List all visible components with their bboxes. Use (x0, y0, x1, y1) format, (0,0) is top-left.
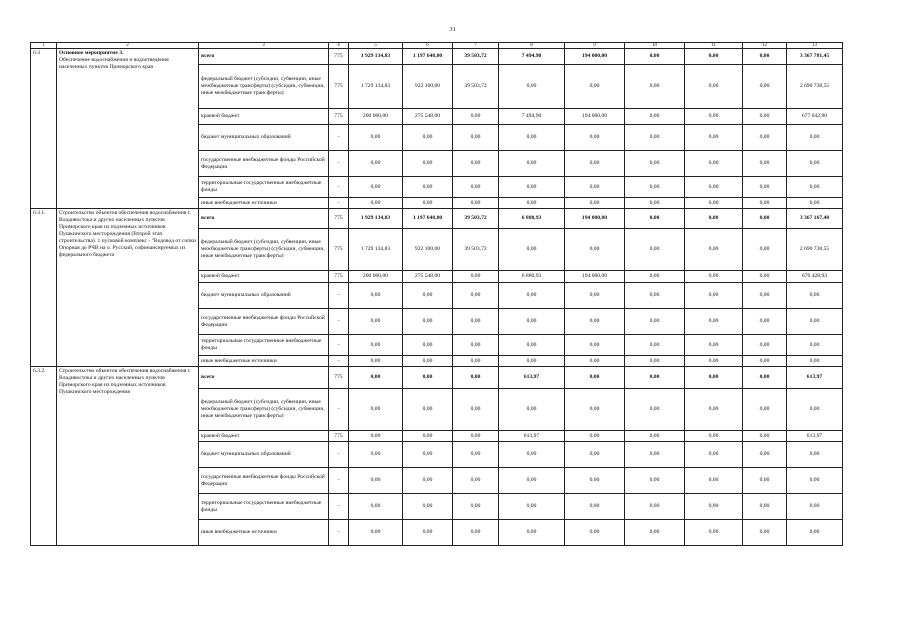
amount-cell: 39 503,72 (453, 229, 499, 271)
amount-cell: 0,00 (685, 229, 743, 271)
amount-cell: 0,00 (743, 177, 787, 198)
amount-cell: 0,00 (743, 125, 787, 151)
amount-cell: 0,00 (743, 356, 787, 367)
amount-cell: 0,00 (453, 151, 499, 177)
amount-cell: 0,00 (453, 335, 499, 356)
amount-cell: 0,00 (625, 125, 685, 151)
row-index: 6.3.1. (31, 209, 57, 367)
funding-source: всего (199, 367, 329, 389)
amount-cell: 0,00 (349, 431, 403, 442)
amount-cell: 0,00 (499, 198, 565, 209)
amount-cell: 0,00 (499, 125, 565, 151)
funding-source: иные внебюджетные источники (199, 198, 329, 209)
amount-cell: 194 000,00 (565, 49, 625, 65)
activity-description: Строительство объектов обеспечения водоснабжения г. Владивостока и других населенных пунктов Приморского края из подземных источников Пушкинского месторождения (Второй этап строительства). 1 пусковой комплекс - "Водовод от сопки Опорная до РЧВ на о. Русский, софинансируемых из федерального бюджета (59, 210, 196, 258)
funding-source: краевой бюджет (199, 109, 329, 125)
amount-cell: 0,00 (453, 520, 499, 546)
budget-table (30, 42, 843, 546)
funding-source: бюджет муниципальных образований (199, 442, 329, 468)
amount-cell: 194 000,00 (565, 271, 625, 283)
amount-cell: 0,00 (565, 468, 625, 494)
budget-code: 775 (329, 229, 349, 271)
amount-cell: 0,00 (625, 271, 685, 283)
amount-cell: 0,00 (565, 283, 625, 309)
amount-cell: 200 000,00 (349, 109, 403, 125)
table-row (31, 49, 843, 65)
column-number: 11 (685, 43, 743, 49)
amount-cell: 2 690 738,55 (787, 229, 843, 271)
activity-name (57, 49, 199, 209)
amount-cell: 0,00 (349, 389, 403, 431)
amount-cell: 0,00 (453, 109, 499, 125)
amount-cell: 922 100,00 (403, 65, 453, 109)
amount-cell: 0,00 (743, 209, 787, 229)
amount-cell: 0,00 (499, 229, 565, 271)
amount-cell: 0,00 (743, 494, 787, 520)
amount-cell: 0,00 (685, 283, 743, 309)
amount-cell: 0,00 (453, 367, 499, 389)
amount-cell: 0,00 (453, 125, 499, 151)
amount-cell: 0,00 (685, 494, 743, 520)
amount-cell: 0,00 (499, 65, 565, 109)
amount-cell: 677 042,90 (787, 109, 843, 125)
column-number: 6 (403, 43, 453, 49)
budget-code: - (329, 356, 349, 367)
budget-code: 775 (329, 271, 349, 283)
column-number: 3 (199, 43, 329, 49)
budget-code: - (329, 151, 349, 177)
amount-cell: 194 000,00 (565, 109, 625, 125)
amount-cell: 0,00 (685, 65, 743, 109)
amount-cell: 0,00 (453, 356, 499, 367)
amount-cell: 0,00 (743, 335, 787, 356)
amount-cell: 0,00 (565, 494, 625, 520)
funding-source: государственные внебюджетные фонды Российской Федерации (199, 309, 329, 335)
amount-cell: 0,00 (565, 442, 625, 468)
amount-cell: 0,00 (625, 389, 685, 431)
funding-source: краевой бюджет (199, 271, 329, 283)
column-number: 9 (565, 43, 625, 49)
amount-cell: 613,97 (787, 431, 843, 442)
budget-code: - (329, 125, 349, 151)
amount-cell: 0,00 (787, 494, 843, 520)
funding-source: территориальные государственные внебюджетные фонды (199, 177, 329, 198)
amount-cell: 0,00 (743, 309, 787, 335)
funding-source: краевой бюджет (199, 431, 329, 442)
amount-cell: 0,00 (685, 151, 743, 177)
amount-cell: 0,00 (403, 468, 453, 494)
amount-cell: 0,00 (625, 367, 685, 389)
amount-cell: 0,00 (787, 389, 843, 431)
amount-cell: 0,00 (787, 335, 843, 356)
amount-cell: 0,00 (403, 198, 453, 209)
amount-cell: 0,00 (499, 494, 565, 520)
amount-cell: 0,00 (787, 125, 843, 151)
amount-cell: 0,00 (453, 431, 499, 442)
funding-source: бюджет муниципальных образований (199, 125, 329, 151)
budget-code: - (329, 198, 349, 209)
budget-code: - (329, 335, 349, 356)
amount-cell: 0,00 (453, 271, 499, 283)
budget-code: - (329, 389, 349, 431)
amount-cell: 200 000,00 (349, 271, 403, 283)
amount-cell: 0,00 (499, 389, 565, 431)
amount-cell: 0,00 (625, 49, 685, 65)
column-number: 5 (349, 43, 403, 49)
amount-cell: 0,00 (743, 283, 787, 309)
amount-cell: 0,00 (787, 283, 843, 309)
amount-cell: 0,00 (743, 367, 787, 389)
funding-source: бюджет муниципальных образований (199, 283, 329, 309)
amount-cell: 0,00 (565, 431, 625, 442)
amount-cell: 613,97 (787, 367, 843, 389)
amount-cell: 0,00 (565, 198, 625, 209)
amount-cell: 0,00 (349, 367, 403, 389)
amount-cell: 0,00 (403, 356, 453, 367)
budget-code: - (329, 283, 349, 309)
amount-cell: 0,00 (499, 468, 565, 494)
amount-cell: 0,00 (565, 520, 625, 546)
amount-cell: 0,00 (743, 468, 787, 494)
amount-cell: 0,00 (349, 442, 403, 468)
amount-cell: 0,00 (565, 125, 625, 151)
column-number: 7 (453, 43, 499, 49)
funding-source: федеральный бюджет (субсидии, субвенции, иные межбюджетные трансферты) (субсидии, субвенции, иные межбюджетные трансферты) (199, 229, 329, 271)
amount-cell: 39 503,72 (453, 49, 499, 65)
amount-cell: 0,00 (625, 335, 685, 356)
amount-cell: 194 000,00 (565, 209, 625, 229)
amount-cell: 0,00 (403, 283, 453, 309)
amount-cell: 0,00 (743, 151, 787, 177)
amount-cell: 6 880,93 (499, 271, 565, 283)
amount-cell: 0,00 (403, 494, 453, 520)
column-number: 8 (499, 43, 565, 49)
column-number: 4 (329, 43, 349, 49)
amount-cell: 0,00 (565, 65, 625, 109)
budget-code: - (329, 520, 349, 546)
column-number: 2 (57, 43, 199, 49)
amount-cell: 1 729 134,83 (349, 229, 403, 271)
amount-cell: 0,00 (499, 309, 565, 335)
activity-title: Основное мероприятие 3. (59, 50, 124, 56)
amount-cell: 0,00 (625, 431, 685, 442)
budget-code: - (329, 177, 349, 198)
amount-cell: 0,00 (403, 309, 453, 335)
funding-source: государственные внебюджетные фонды Российской Федерации (199, 468, 329, 494)
amount-cell: 0,00 (499, 151, 565, 177)
budget-code: 775 (329, 209, 349, 229)
amount-cell: 0,00 (349, 309, 403, 335)
amount-cell: 6 880,93 (499, 209, 565, 229)
page-number: 31 (449, 26, 456, 33)
amount-cell: 0,00 (403, 177, 453, 198)
amount-cell: 0,00 (625, 520, 685, 546)
amount-cell: 0,00 (787, 309, 843, 335)
amount-cell: 3 367 167,48 (787, 209, 843, 229)
amount-cell: 0,00 (403, 520, 453, 546)
amount-cell: 0,00 (565, 229, 625, 271)
column-number: 1 (31, 43, 57, 49)
amount-cell: 0,00 (625, 468, 685, 494)
amount-cell: 0,00 (565, 389, 625, 431)
column-number: 12 (743, 43, 787, 49)
amount-cell: 0,00 (349, 335, 403, 356)
amount-cell: 0,00 (499, 177, 565, 198)
amount-cell: 0,00 (349, 177, 403, 198)
amount-cell: 0,00 (685, 198, 743, 209)
amount-cell: 0,00 (685, 109, 743, 125)
budget-code: - (329, 442, 349, 468)
amount-cell: 0,00 (625, 309, 685, 335)
amount-cell: 0,00 (499, 442, 565, 468)
activity-description: Обеспечение водоснабжения и водоотведения населенных пунктов Приморского края (59, 56, 169, 70)
column-number: 13 (787, 43, 843, 49)
amount-cell: 0,00 (403, 389, 453, 431)
amount-cell: 39 503,72 (453, 65, 499, 109)
amount-cell: 676 428,93 (787, 271, 843, 283)
amount-cell: 0,00 (403, 151, 453, 177)
amount-cell: 0,00 (565, 151, 625, 177)
amount-cell: 0,00 (685, 271, 743, 283)
amount-cell: 0,00 (625, 283, 685, 309)
amount-cell: 922 100,00 (403, 229, 453, 271)
amount-cell: 0,00 (685, 520, 743, 546)
amount-cell: 0,00 (349, 283, 403, 309)
amount-cell: 0,00 (787, 177, 843, 198)
amount-cell: 1 197 648,00 (403, 49, 453, 65)
table-row (31, 209, 843, 229)
amount-cell: 0,00 (349, 494, 403, 520)
amount-cell: 0,00 (685, 431, 743, 442)
amount-cell: 7 494,90 (499, 109, 565, 125)
amount-cell: 0,00 (565, 177, 625, 198)
amount-cell: 0,00 (403, 335, 453, 356)
amount-cell: 1 197 648,00 (403, 209, 453, 229)
amount-cell: 0,00 (349, 198, 403, 209)
amount-cell: 0,00 (743, 109, 787, 125)
amount-cell: 3 367 781,45 (787, 49, 843, 65)
activity-name (57, 367, 199, 546)
amount-cell: 39 503,72 (453, 209, 499, 229)
amount-cell: 0,00 (743, 229, 787, 271)
amount-cell: 0,00 (625, 229, 685, 271)
amount-cell: 0,00 (787, 520, 843, 546)
amount-cell: 0,00 (499, 335, 565, 356)
amount-cell: 0,00 (625, 442, 685, 468)
budget-code: - (329, 468, 349, 494)
amount-cell: 1 929 134,83 (349, 209, 403, 229)
amount-cell: 0,00 (453, 309, 499, 335)
amount-cell: 0,00 (743, 49, 787, 65)
amount-cell: 0,00 (685, 125, 743, 151)
amount-cell: 0,00 (625, 494, 685, 520)
budget-code: - (329, 494, 349, 520)
amount-cell: 0,00 (743, 520, 787, 546)
amount-cell: 0,00 (499, 283, 565, 309)
amount-cell: 0,00 (625, 151, 685, 177)
amount-cell: 0,00 (743, 389, 787, 431)
amount-cell: 275 548,00 (403, 271, 453, 283)
budget-code: 775 (329, 109, 349, 125)
amount-cell: 0,00 (453, 389, 499, 431)
amount-cell: 0,00 (787, 442, 843, 468)
funding-source: всего (199, 49, 329, 65)
amount-cell: 0,00 (403, 125, 453, 151)
amount-cell: 0,00 (685, 367, 743, 389)
amount-cell: 0,00 (685, 468, 743, 494)
amount-cell: 0,00 (565, 335, 625, 356)
amount-cell: 0,00 (453, 283, 499, 309)
amount-cell: 0,00 (349, 151, 403, 177)
amount-cell: 0,00 (403, 442, 453, 468)
amount-cell: 0,00 (453, 442, 499, 468)
budget-code: 775 (329, 431, 349, 442)
amount-cell: 0,00 (403, 431, 453, 442)
amount-cell: 0,00 (349, 520, 403, 546)
amount-cell: 0,00 (565, 367, 625, 389)
amount-cell: 0,00 (685, 49, 743, 65)
budget-code: 775 (329, 367, 349, 389)
amount-cell: 0,00 (685, 177, 743, 198)
amount-cell: 0,00 (453, 468, 499, 494)
amount-cell: 0,00 (685, 389, 743, 431)
amount-cell: 2 690 738,55 (787, 65, 843, 109)
funding-source: государственные внебюджетные фонды Российской Федерации (199, 151, 329, 177)
amount-cell: 0,00 (565, 356, 625, 367)
funding-source: федеральный бюджет (субсидии, субвенции, иные межбюджетные трансферты) (субсидии, субвенции, иные межбюджетные трансферты) (199, 65, 329, 109)
amount-cell: 613,97 (499, 367, 565, 389)
row-index: 6.3.2. (31, 367, 57, 546)
amount-cell: 0,00 (499, 356, 565, 367)
amount-cell: 0,00 (787, 356, 843, 367)
amount-cell: 0,00 (349, 468, 403, 494)
funding-source: федеральный бюджет (субсидии, субвенции, иные межбюджетные трансферты) (субсидии, субвенции, иные межбюджетные трансферты) (199, 389, 329, 431)
amount-cell: 0,00 (625, 356, 685, 367)
amount-cell: 0,00 (685, 442, 743, 468)
amount-cell: 7 494,90 (499, 49, 565, 65)
amount-cell: 0,00 (787, 468, 843, 494)
funding-source: территориальные государственные внебюджетные фонды (199, 494, 329, 520)
amount-cell: 0,00 (787, 198, 843, 209)
amount-cell: 0,00 (349, 356, 403, 367)
amount-cell: 0,00 (625, 177, 685, 198)
amount-cell: 0,00 (625, 109, 685, 125)
funding-source: территориальные государственные внебюджетные фонды (199, 335, 329, 356)
funding-source: всего (199, 209, 329, 229)
amount-cell: 0,00 (743, 65, 787, 109)
amount-cell: 0,00 (685, 356, 743, 367)
activity-name (57, 209, 199, 367)
budget-code: 775 (329, 65, 349, 109)
amount-cell: 613,97 (499, 431, 565, 442)
amount-cell: 0,00 (499, 520, 565, 546)
amount-cell: 1 929 134,83 (349, 49, 403, 65)
table-row (31, 367, 843, 389)
funding-source: иные внебюджетные источники (199, 520, 329, 546)
amount-cell: 0,00 (743, 442, 787, 468)
amount-cell: 0,00 (453, 198, 499, 209)
amount-cell: 0,00 (743, 198, 787, 209)
amount-cell: 0,00 (453, 177, 499, 198)
amount-cell: 0,00 (625, 209, 685, 229)
amount-cell: 0,00 (743, 431, 787, 442)
amount-cell: 0,00 (453, 494, 499, 520)
funding-source: иные внебюджетные источники (199, 356, 329, 367)
amount-cell: 0,00 (685, 335, 743, 356)
amount-cell: 1 729 134,83 (349, 65, 403, 109)
column-number: 10 (625, 43, 685, 49)
budget-code: - (329, 309, 349, 335)
amount-cell: 0,00 (565, 309, 625, 335)
amount-cell: 0,00 (787, 151, 843, 177)
amount-cell: 0,00 (743, 271, 787, 283)
amount-cell: 0,00 (349, 125, 403, 151)
amount-cell: 0,00 (403, 367, 453, 389)
budget-code: 775 (329, 49, 349, 65)
amount-cell: 0,00 (625, 198, 685, 209)
amount-cell: 0,00 (625, 65, 685, 109)
amount-cell: 0,00 (685, 209, 743, 229)
activity-description: Строительство объектов обеспечения водоснабжения г. Владивостока и других населенных пунктов Приморского края из подземных источников Пушкинского месторождения (59, 368, 191, 395)
amount-cell: 0,00 (685, 309, 743, 335)
row-index: 6.3 (31, 49, 57, 209)
amount-cell: 275 548,00 (403, 109, 453, 125)
